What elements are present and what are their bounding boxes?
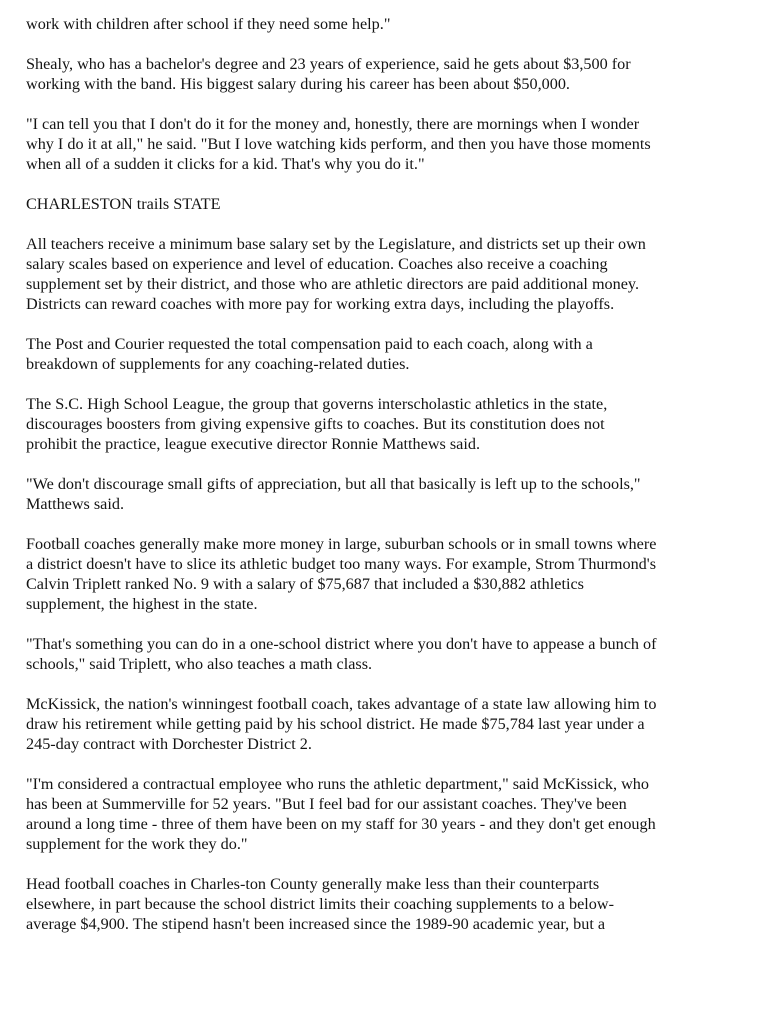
text-line: "That's something you can do in a one-school district where you don't have to appease a bunch of (26, 635, 657, 653)
text-line: when all of a sudden it clicks for a kid. That's why you do it." (26, 155, 425, 173)
text-line: All teachers receive a minimum base salary set by the Legislature, and districts set up their own (26, 235, 646, 253)
text-line: "We don't discourage small gifts of appreciation, but all that basically is left up to the schools," (26, 475, 641, 493)
paragraph-11 (26, 694, 756, 754)
paragraph-6 (26, 334, 756, 374)
text-line: breakdown of supplements for any coaching-related duties. (26, 355, 410, 373)
paragraph-2 (26, 54, 756, 94)
text-line: a district doesn't have to slice its athletic budget too many ways. For example, Strom Thurmond's (26, 555, 656, 573)
paragraph-10 (26, 634, 756, 674)
text-line: elsewhere, in part because the school district limits their coaching supplements to a below- (26, 895, 614, 913)
text-line: discourages boosters from giving expensive gifts to coaches. But its constitution does not (26, 415, 605, 433)
text-line: Shealy, who has a bachelor's degree and 23 years of experience, said he gets about $3,500 for (26, 55, 631, 73)
text-line: Football coaches generally make more money in large, suburban schools or in small towns where (26, 535, 657, 553)
paragraph-7 (26, 394, 756, 454)
paragraph-12 (26, 774, 756, 854)
text-line: "I'm considered a contractual employee who runs the athletic department," said McKissick, who (26, 775, 649, 793)
text-line: McKissick, the nation's winningest football coach, takes advantage of a state law allowing him to (26, 695, 657, 713)
text-line: 245-day contract with Dorchester District 2. (26, 735, 312, 753)
text-line: why I do it at all," he said. "But I love watching kids perform, and then you have those moments (26, 135, 651, 153)
text-line: Districts can reward coaches with more pay for working extra days, including the playoffs. (26, 295, 615, 313)
text-line: Calvin Triplett ranked No. 9 with a salary of $75,687 that included a $30,882 athletics (26, 575, 584, 593)
text-line: draw his retirement while getting paid by his school district. He made $75,784 last year under a (26, 715, 645, 733)
text-line: Matthews said. (26, 495, 125, 513)
text-line: schools," said Triplett, who also teaches a math class. (26, 655, 373, 673)
text-line: work with children after school if they need some help." (26, 15, 391, 33)
text-line: has been at Summerville for 52 years. "But I feel bad for our assistant coaches. They've been (26, 795, 627, 813)
paragraph-3 (26, 114, 756, 174)
paragraph-9 (26, 534, 756, 614)
text-line: salary scales based on experience and level of education. Coaches also receive a coaching (26, 255, 608, 273)
text-line: supplement set by their district, and those who are athletic directors are paid additional money. (26, 275, 639, 293)
section-heading (26, 194, 756, 214)
text-line: around a long time - three of them have been on my staff for 30 years - and they don't get enough (26, 815, 656, 833)
text-line: The S.C. High School League, the group that governs interscholastic athletics in the state, (26, 395, 608, 413)
text-line: average $4,900. The stipend hasn't been increased since the 1989-90 academic year, but a (26, 915, 606, 933)
paragraph-5 (26, 234, 756, 314)
paragraph-8 (26, 474, 756, 514)
document-page (26, 14, 756, 954)
text-line: supplement for the work they do." (26, 835, 248, 853)
text-line: The Post and Courier requested the total compensation paid to each coach, along with a (26, 335, 593, 353)
text-line: Head football coaches in Charles-ton County generally make less than their counterparts (26, 875, 600, 893)
section-heading-text: CHARLESTON trails STATE (26, 195, 221, 213)
text-line: "I can tell you that I don't do it for the money and, honestly, there are mornings when I wonder (26, 115, 640, 133)
paragraph-13 (26, 874, 756, 934)
text-line: supplement, the highest in the state. (26, 595, 258, 613)
text-line: prohibit the practice, league executive director Ronnie Matthews said. (26, 435, 480, 453)
paragraph-1 (26, 14, 756, 34)
text-line: working with the band. His biggest salary during his career has been about $50,000. (26, 75, 570, 93)
